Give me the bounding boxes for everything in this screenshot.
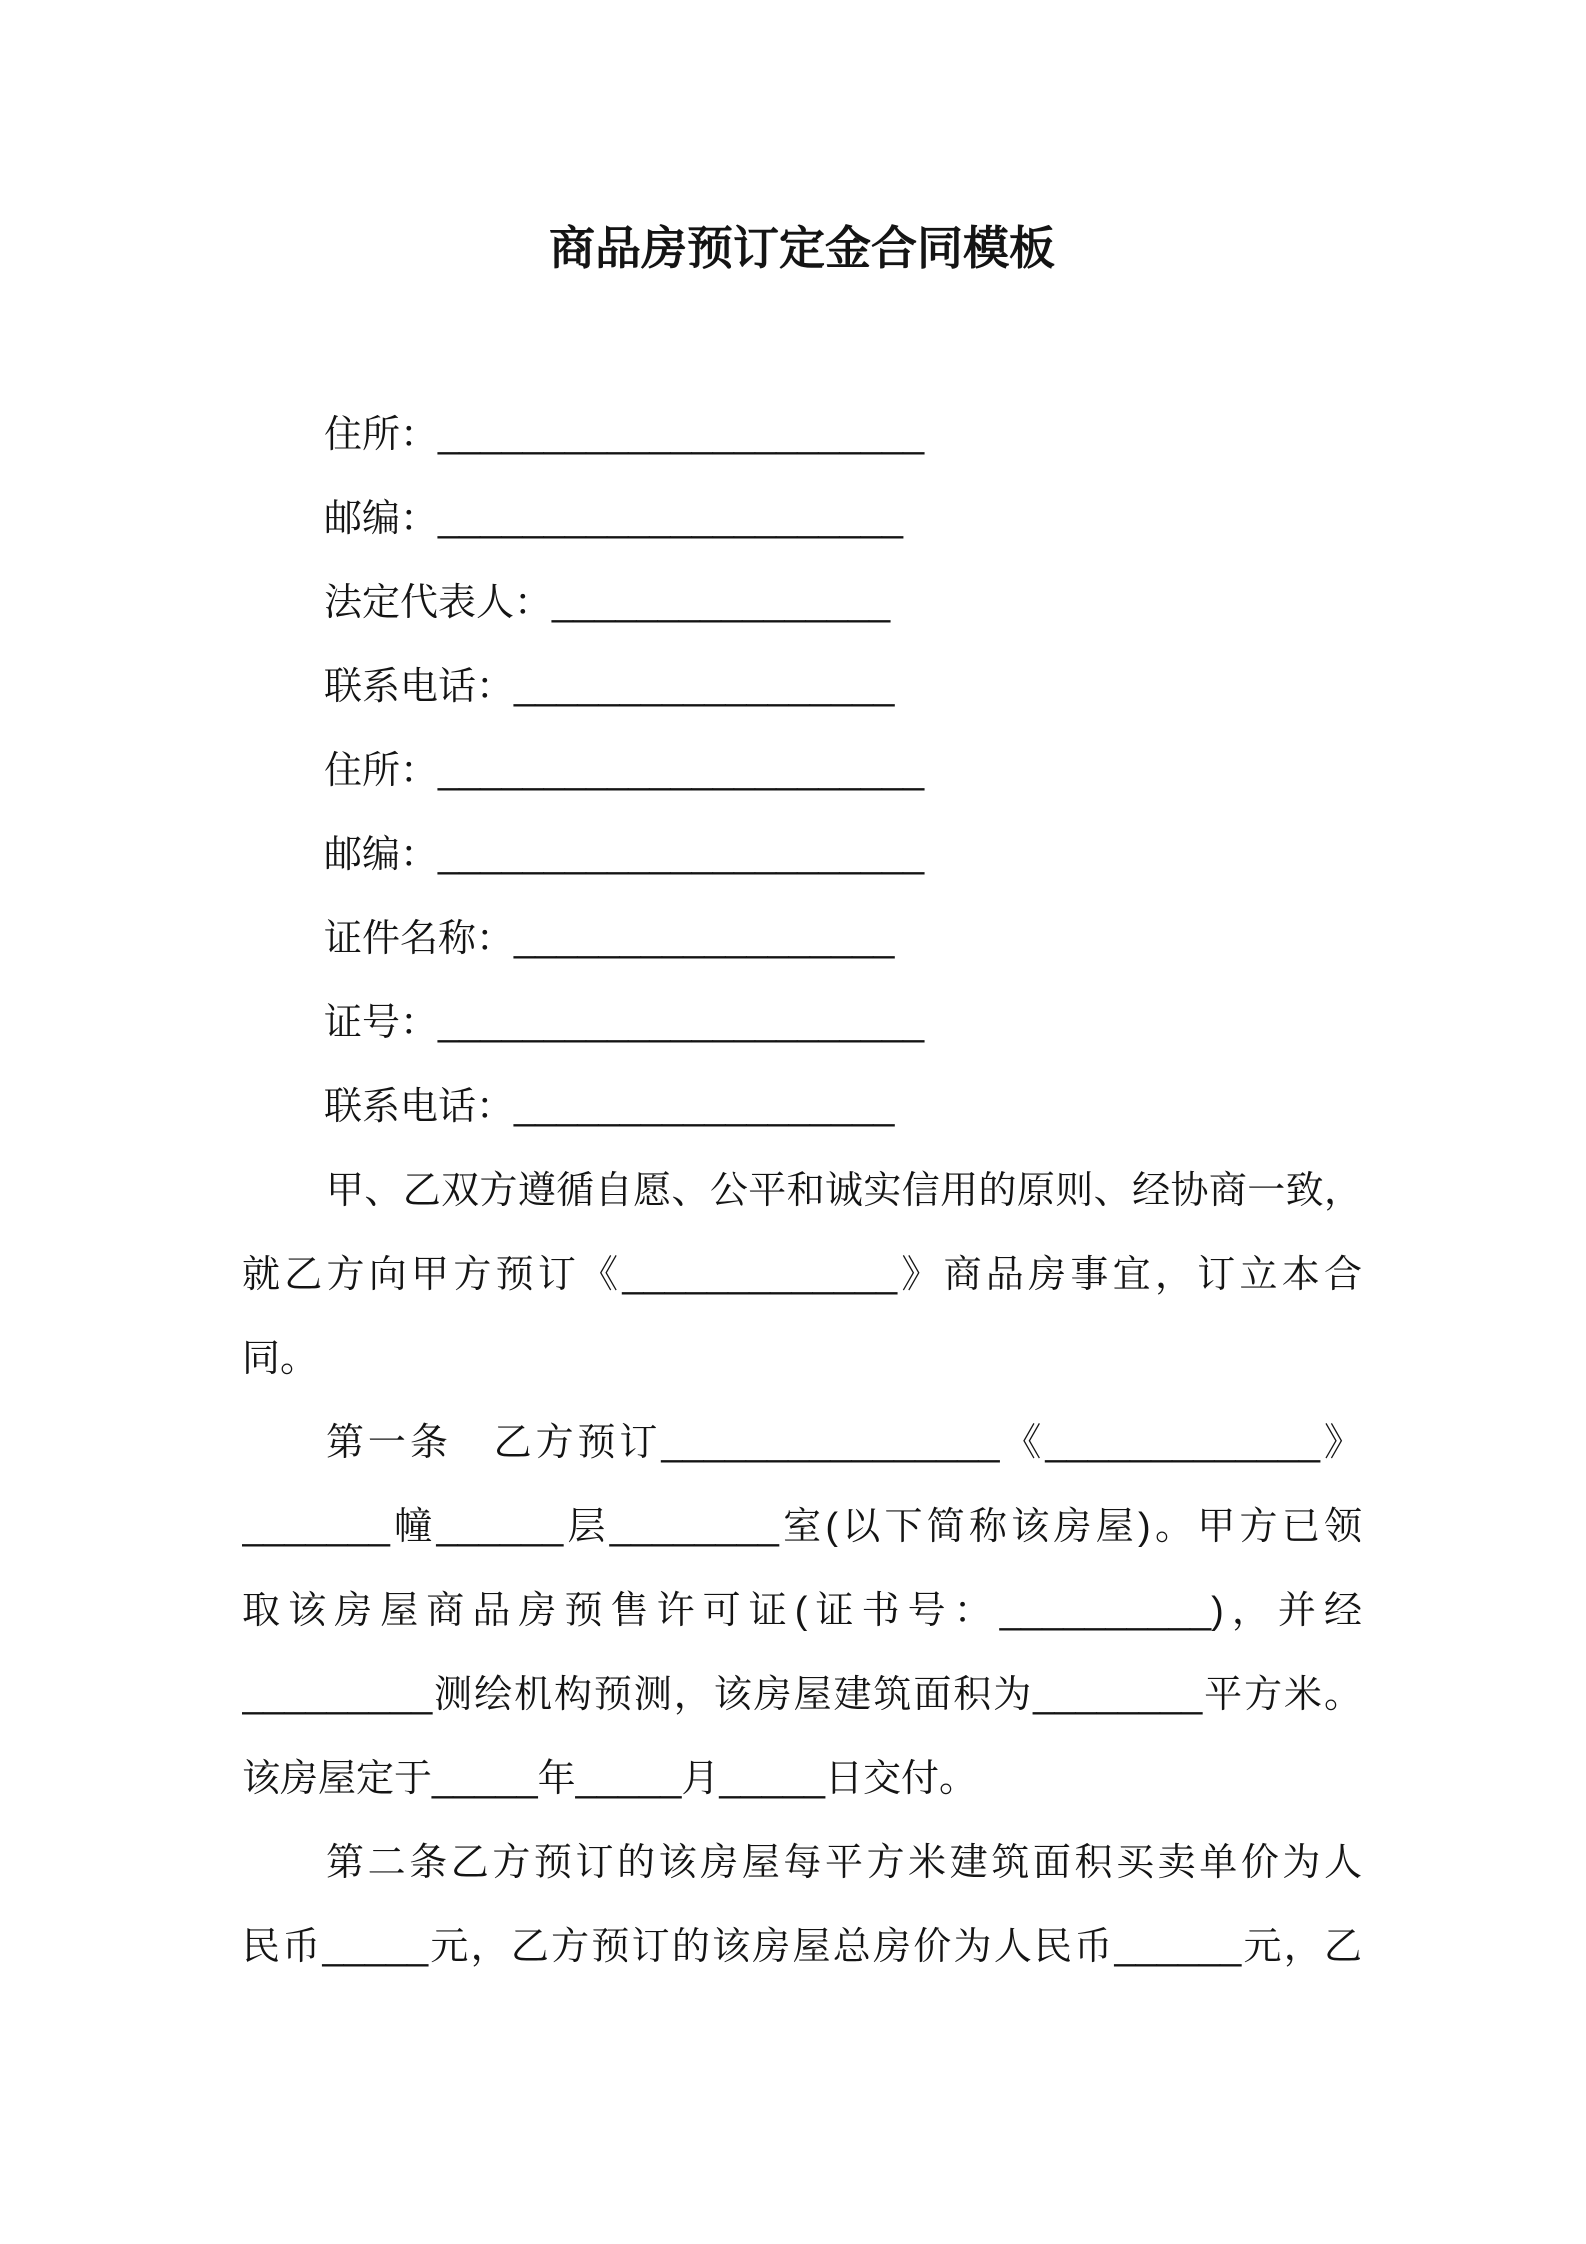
paragraph-article-1	[242, 1401, 1362, 1821]
paragraph-line: 就乙方向甲方预订《_____________》商品房事宜，订立本合	[242, 1254, 1362, 1296]
field-postcode-2	[242, 813, 1362, 897]
field-label: 住所：	[324, 750, 439, 792]
paragraph-line: 该房屋定于_____年_____月_____日交付。	[242, 1758, 978, 1800]
field-blank: _______________________	[438, 414, 925, 456]
field-label: 联系电话：	[324, 666, 515, 708]
field-label: 邮编：	[324, 834, 439, 876]
field-label: 住所：	[324, 414, 439, 456]
paragraph-line: 甲、乙双方遵循自愿、公平和诚实信用的原则、经协商一致，	[326, 1170, 1362, 1212]
paragraph-line: _________测绘机构预测，该房屋建筑面积为________平方米。	[242, 1674, 1362, 1716]
document-title: 商品房预订定金合同模板	[549, 222, 1055, 274]
paragraph-line: 同。	[242, 1338, 319, 1380]
field-legal-representative	[242, 561, 1362, 645]
field-label: 法定代表人：	[324, 582, 553, 624]
field-label: 证件名称：	[324, 918, 515, 960]
field-label: 邮编：	[324, 498, 439, 540]
field-address-1	[242, 393, 1362, 477]
field-blank: __________________	[514, 666, 895, 708]
field-blank: _______________________	[438, 834, 925, 876]
paragraph-line: 第二条乙方预订的该房屋每平方米建筑面积买卖单价为人	[326, 1842, 1362, 1884]
field-id-number	[242, 981, 1362, 1065]
field-phone-1	[242, 645, 1362, 729]
field-postcode-1	[242, 477, 1362, 561]
field-phone-2	[242, 1065, 1362, 1149]
field-blank: _______________________	[438, 750, 925, 792]
field-blank: ______________________	[438, 498, 903, 540]
field-blank: __________________	[514, 1086, 895, 1128]
field-label: 证号：	[324, 1002, 439, 1044]
field-address-2	[242, 729, 1362, 813]
field-blank: ________________	[552, 582, 891, 624]
paragraph-line: 第一条 乙方预订________________《_____________》	[326, 1422, 1362, 1464]
paragraph-line: 取该房屋商品房预售许可证(证书号：__________)，并经	[242, 1590, 1362, 1632]
field-blank: __________________	[514, 918, 895, 960]
paragraph-line: 民币_____元，乙方预订的该房屋总房价为人民币______元，乙	[242, 1926, 1362, 1968]
field-id-type	[242, 897, 1362, 981]
paragraph-line: _______幢______层________室(以下简称该房屋)。甲方已领	[242, 1506, 1362, 1548]
document-body	[242, 393, 1362, 1989]
paragraph-article-2	[242, 1821, 1362, 1989]
field-label: 联系电话：	[324, 1086, 515, 1128]
paragraph-preamble	[242, 1149, 1362, 1401]
field-blank: _______________________	[438, 1002, 925, 1044]
